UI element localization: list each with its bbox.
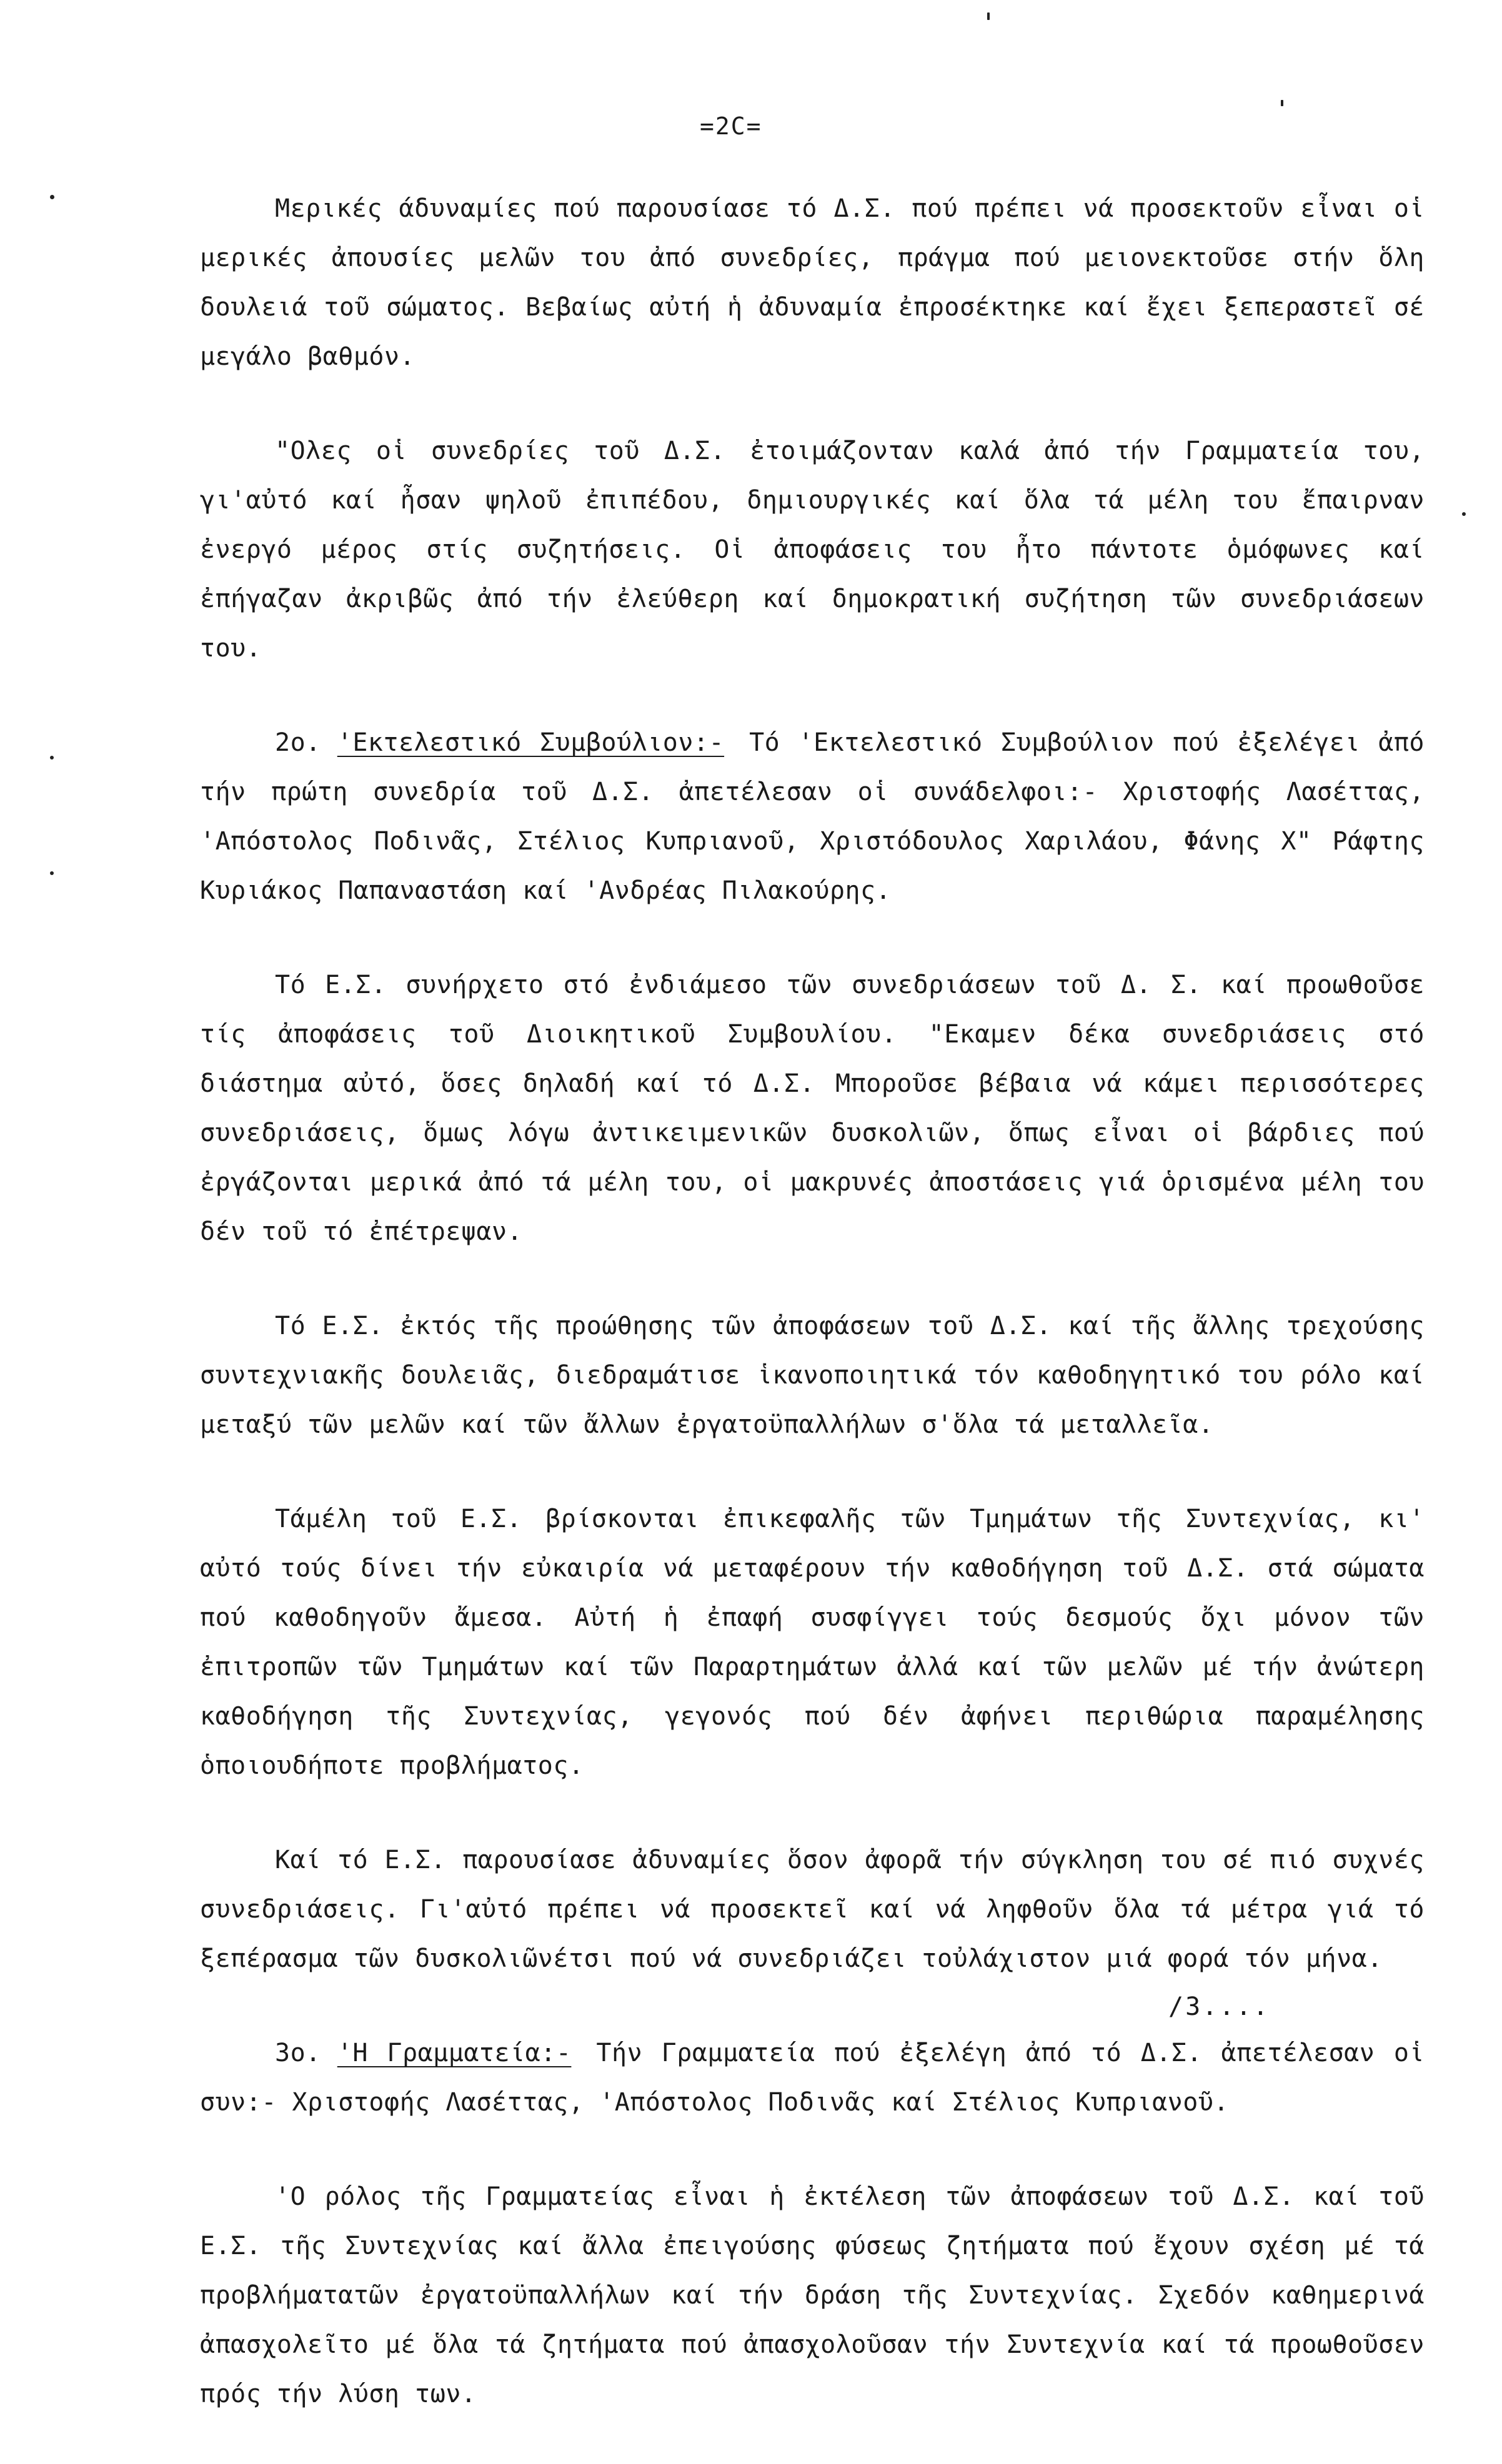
paragraph-executive-weaknesses (200, 1836, 1425, 1984)
paragraph-text: Μερικές άδυναμίες πού παρουσίασε τό Δ.Σ. πού πρέπει νά προσεκτοῦν εἶναι οἱ μερικές ἀπουσίες μελῶν του ἀπό συνεδρίες, πράγμα πού μειονεκτοῦσε στήν ὅλη δουλειά τοῦ σώματος. Βεβαίως αὐτή ἡ ἀδυναμία ἐπροσέκτηκε καί ἔχει ξεπεραστεῖ σέ μεγάλο βαθμόν. (200, 194, 1425, 371)
document-body (200, 184, 1425, 2464)
paragraph-text: Τήν Γραμματεία πού ἐξελέγη ἀπό τό Δ.Σ. ἀπετέλεσαν οἱ συν:- Χριστοφής Λασέττας, 'Απόστολος Ποδινᾶς καί Στέλιος Κυπριανοῦ. (200, 2039, 1425, 2117)
section-executive-council (200, 718, 1425, 916)
paragraph-executive-meetings (200, 961, 1425, 1257)
paragraph-text: "Ολες οἱ συνεδρίες τοῦ Δ.Σ. ἐτοιμάζονταν καλά ἀπό τήν Γραμματεία του, γι'αὐτό καί ἦσαν ψηλοῦ ἐπιπέδου, δημιουργικές καί ὅλα τά μέλη του ἔπαιρναν ἐνεργό μέρος στίς συζητήσεις. Οἱ ἀποφάσεις του ἦτο πάντοτε ὁμόφωνες καί ἐπήγαζαν ἀκριβῶς ἀπό τήν ἐλεύθερη καί δημοκρατική συζήτηση τῶν συνεδριάσεων του. (200, 437, 1425, 663)
paragraph-text: Τό 'Εκτελεστικό Συμβούλιον πού ἐξελέγει ἀπό τήν πρώτη συνεδρία τοῦ Δ.Σ. ἀπετέλεσαν οἱ συνάδελφοι:- Χριστοφής Λασέττας, 'Απόστολος Ποδινᾶς, Στέλιος Κυπριανοῦ, Χριστόδουλος Χαριλάου, Φάνης Χ" Ράφτης Κυριάκος Παπαναστάση καί 'Ανδρέας Πιλακούρης. (200, 728, 1425, 905)
scan-speck (50, 195, 54, 199)
scan-speck (1462, 512, 1466, 516)
paragraph-text: Τάμέλη τοῦ Ε.Σ. βρίσκονται ἐπικεφαλῆς τῶν Τμημάτων τῆς Συντεχνίας, κι' αὐτό τούς δίνει τήν εὐκαιρία νά μεταφέρουν τήν καθοδήγηση τοῦ Δ.Σ. στά σώματα πού καθοδηγοῦν ἄμεσα. Αὐτή ἡ ἐπαφή συσφίγγει τούς δεσμούς ὄχι μόνον τῶν ἐπιτροπῶν τῶν Τμημάτων καί τῶν Παραρτημάτων ἀλλά καί τῶν μελῶν μέ τήν ἀνώτερη καθοδήγηση τῆς Συντεχνίας, γεγονός πού δέν ἀφήνει περιθώρια παραμέλησης ὁποιουδήποτε προβλήματος. (200, 1505, 1425, 1780)
paragraph-board-meetings (200, 427, 1425, 673)
section-number: 3ο. (275, 2039, 321, 2067)
paragraph-weaknesses (200, 184, 1425, 382)
paragraph-text: Καί τό Ε.Σ. παρουσίασε ἀδυναμίες ὅσον ἀφορᾶ τήν σύγκληση του σέ πιό συχνές συνεδριάσεις. Γι'αὐτό πρέπει νά προσεκτεῖ καί νά ληφθοῦν ὅλα τά μέτρα γιά τό ξεπέρασμα τῶν δυσκολιῶνέτσι πού νά συνεδριάζει τοὐλάχιστον μιά φορά τόν μήνα. (200, 1846, 1425, 1973)
page-number: =2C= (700, 112, 762, 140)
scan-speck (1281, 100, 1283, 106)
scan-speck (987, 12, 990, 20)
section-number: 2ο. (275, 728, 321, 757)
section-heading: 'Εκτελεστικό Συμβούλιον:- (337, 728, 725, 757)
section-secretariat (200, 2029, 1425, 2127)
paragraph-text: 'Ο ρόλος τῆς Γραμματείας εἶναι ἡ ἐκτέλεση τῶν ἀποφάσεων τοῦ Δ.Σ. καί τοῦ Ε.Σ. τῆς Συντεχνίας καί ἄλλα ἐπειγούσης φύσεως ζητήματα πού ἔχουν σχέση μέ τά προβλήματατῶν ἐργατοϋπαλλήλων καί τήν δράση τῆς Συντεχνίας. Σχεδόν καθημερινά ἀπασχολεῖτο μέ ὅλα τά ζητήματα πού ἀπασχολοῦσαν τήν Συντεχνία καί τά προωθοῦσεν πρός τήν λύση των. (200, 2182, 1425, 2408)
scan-speck (50, 756, 54, 759)
paragraph-secretariat-role (200, 2172, 1425, 2419)
page-continuation-marker: /3.... (1168, 1992, 1270, 2021)
paragraph-text: Τό Ε.Σ. ἐκτός τῆς προώθησης τῶν ἀποφάσεων τοῦ Δ.Σ. καί τῆς ἄλλης τρεχούσης συντεχνιακῆς δουλειᾶς, διεδραμάτισε ἱκανοποιητικά τόν καθοδηγητικό του ρόλο καί μεταξύ τῶν μελῶν καί τῶν ἄλλων ἐργατοϋπαλλήλων σ'ὅλα τά μεταλλεῖα. (200, 1312, 1425, 1439)
paragraph-executive-role (200, 1302, 1425, 1450)
section-heading: 'Η Γραμματεία:- (337, 2039, 572, 2067)
paragraph-executive-members (200, 1495, 1425, 1791)
paragraph-text: Τό Ε.Σ. συνήρχετο στό ἐνδιάμεσο τῶν συνεδριάσεων τοῦ Δ. Σ. καί προωθοῦσε τίς ἀποφάσεις τοῦ Διοικητικοῦ Συμβουλίου. "Εκαμεν δέκα συνεδριάσεις στό διάστημα αὐτό, ὅσες δηλαδή καί τό Δ.Σ. Μποροῦσε βέβαια νά κάμει περισσότερες συνεδριάσεις, ὅμως λόγω ἀντικειμενικῶν δυσκολιῶν, ὅπως εἶναι οἱ βάρδιες πού ἐργάζονται μερικά ἀπό τά μέλη του, οἱ μακρυνές ἀποστάσεις γιά ὁρισμένα μέλη του δέν τοῦ τό ἐπέτρεψαν. (200, 971, 1425, 1246)
scan-speck (50, 871, 54, 875)
